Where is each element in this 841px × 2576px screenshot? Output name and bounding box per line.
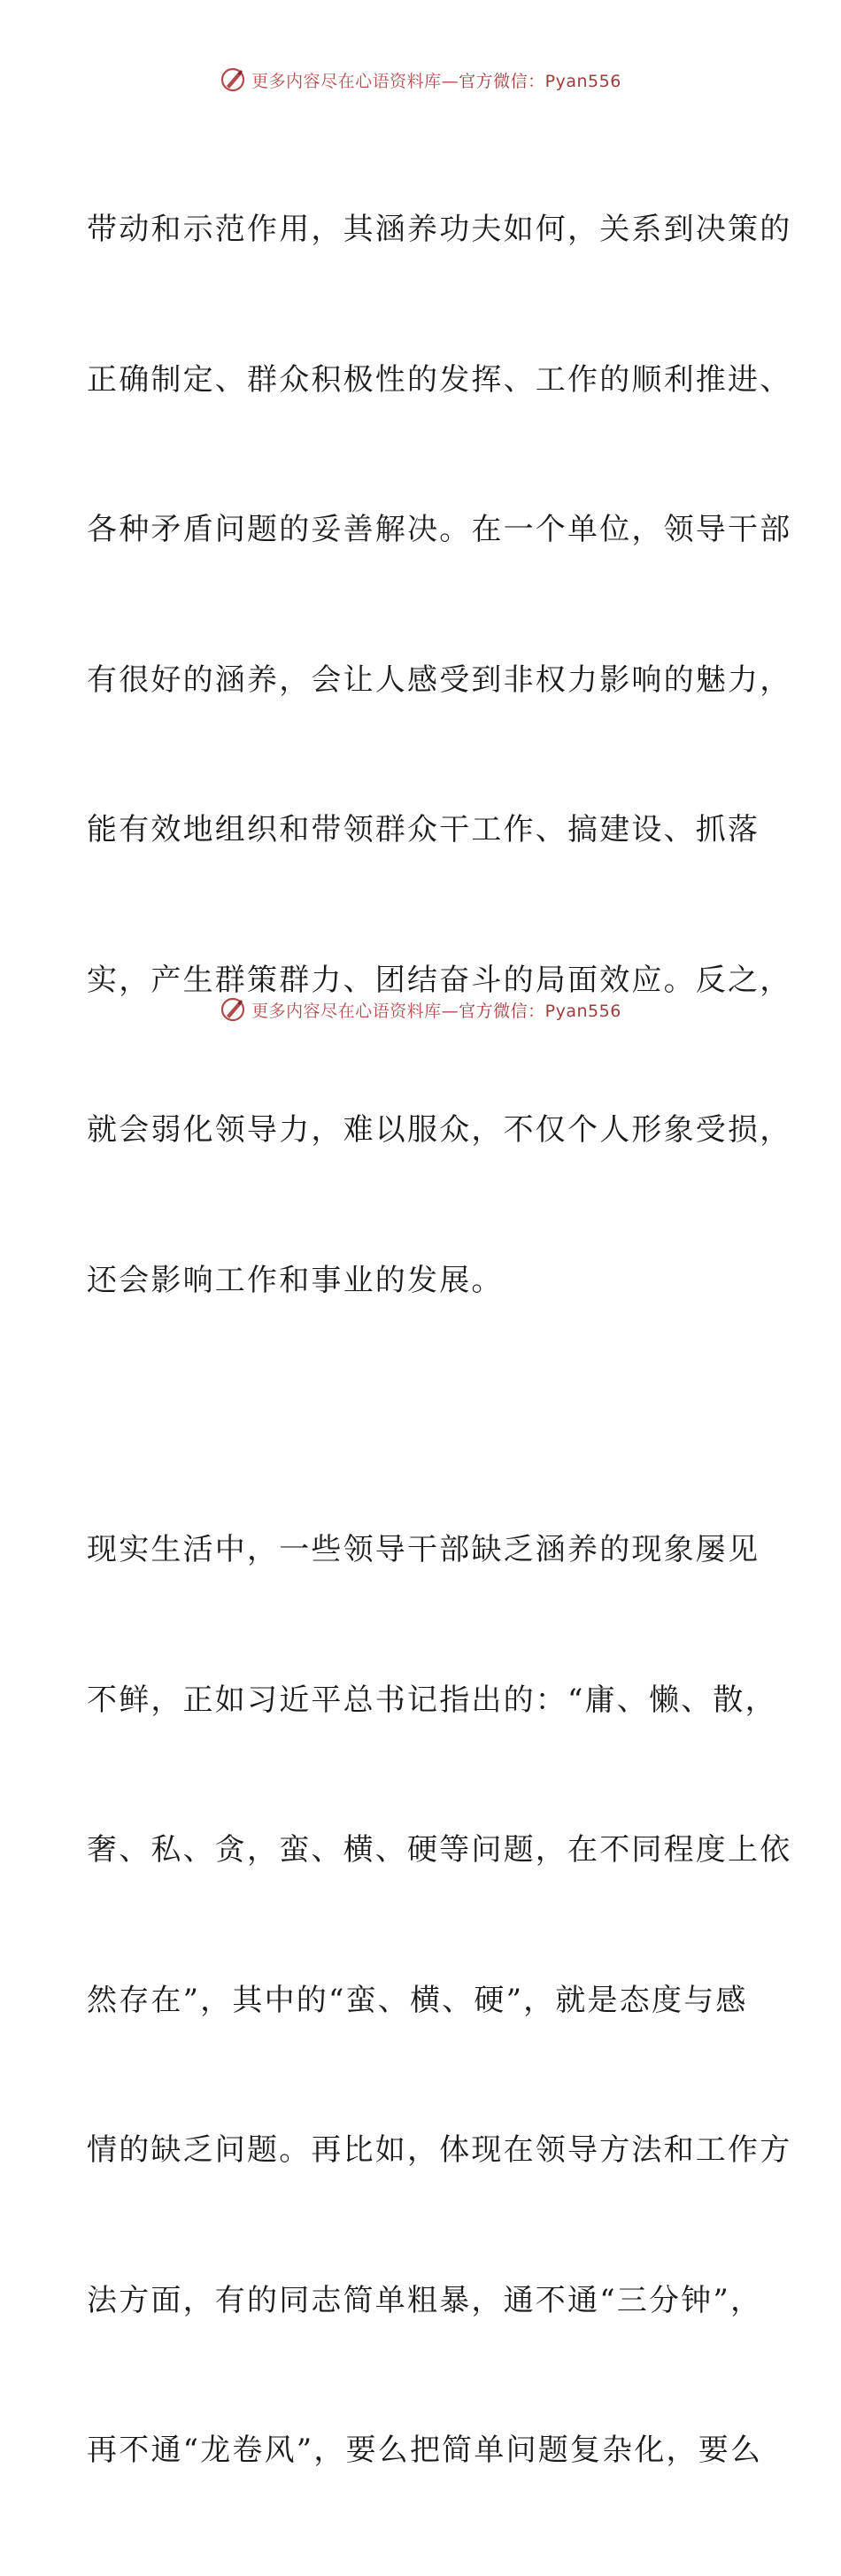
watermark-separator: — [441, 1001, 459, 1021]
text-line: 实，产生群策群力、团结奋斗的局面效应。反之， [87, 962, 792, 998]
text-line: 情的缺乏问题。再比如，体现在领导方法和工作方 [87, 2132, 792, 2168]
watermark-text [251, 998, 621, 1022]
text-line: 然存在”，其中的“蛮、横、硬”，就是态度与感 [87, 1982, 748, 2018]
text-line: 正确制定、群众积极性的发挥、工作的顺利推进、 [87, 361, 792, 398]
paragraph-2 [87, 1425, 792, 2576]
text-line: 奢、私、贪，蛮、横、硬等问题，在不同程度上依 [87, 1832, 792, 1868]
pen-circle-logo-icon [220, 66, 246, 93]
text-line: 法方面，有的同志简单粗暴，通不通“三分钟”， [87, 2282, 763, 2318]
watermark-site-text: 更多内容尽在心语资料库 [251, 1001, 442, 1021]
paragraph-1 [87, 104, 792, 1405]
text-line: 各种矛盾问题的妥善解决。在一个单位，领导干部 [87, 512, 792, 547]
text-line: 再不通“龙卷风”，要么把简单问题复杂化，要么 [87, 2433, 763, 2468]
footer-watermark [0, 992, 841, 1027]
text-line: 带动和示范作用，其涵养功夫如何，关系到决策的 [87, 212, 792, 247]
text-line: 有很好的涵养，会让人感受到非权力影响的魅力， [87, 661, 792, 698]
watermark-wechat-text: 官方微信：Pyan556 [459, 71, 621, 91]
watermark-separator: — [441, 71, 459, 91]
watermark-site-text: 更多内容尽在心语资料库 [251, 71, 442, 91]
pen-circle-logo-icon [220, 996, 246, 1023]
text-line: 不鲜，正如习近平总书记指出的：“庸、懒、散， [87, 1682, 777, 1718]
text-line: 就会弱化领导力，难以服众，不仅个人形象受损， [87, 1112, 792, 1148]
text-line: 现实生活中，一些领导干部缺乏涵养的现象屡见 [87, 1532, 760, 1567]
text-line: 能有效地组织和带领群众干工作、搞建设、抓落 [87, 812, 760, 847]
watermark-wechat-text: 官方微信：Pyan556 [459, 1001, 621, 1021]
text-line: 还会影响工作和事业的发展。 [87, 1262, 504, 1298]
document-body [87, 104, 792, 2576]
watermark-text [251, 68, 621, 92]
header-watermark [0, 62, 841, 97]
